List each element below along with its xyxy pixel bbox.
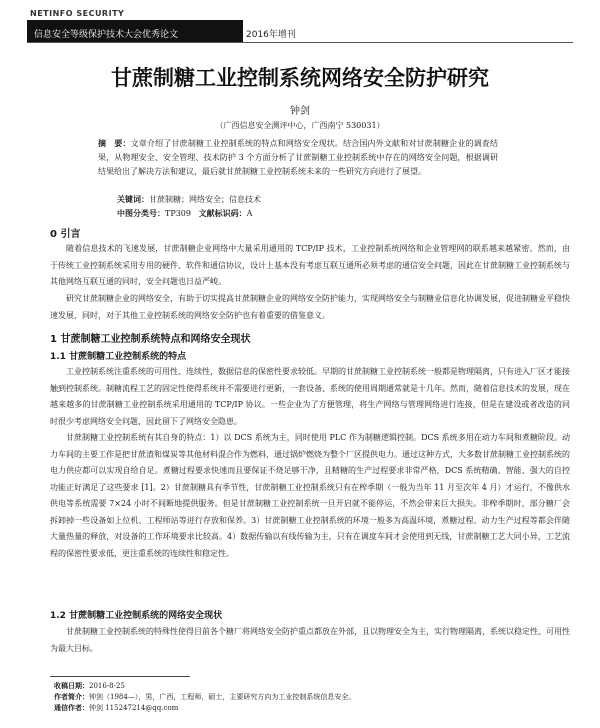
received-label: 收稿日期： bbox=[54, 682, 89, 690]
abstract-label: 摘 要： bbox=[98, 139, 131, 148]
journal-logo: NETINFO SECURITY bbox=[30, 9, 125, 18]
footnote bbox=[54, 681, 355, 714]
abstract bbox=[98, 137, 498, 179]
paper-author: 钟剑 bbox=[290, 106, 310, 117]
section-heading-intro: 0 引言 bbox=[50, 229, 81, 240]
journal-issue: 2016年增刊 bbox=[246, 30, 296, 40]
footnote-divider bbox=[50, 676, 190, 677]
intro-paragraph-2: 研究甘蔗制糖企业的网络安全，有助于切实提高甘蔗制糖企业的网络安全防护能力，实现网络安全与制糖业信息化协调发展，促进制糖业平稳快速发展，同时，对于其他工业控制系统的网络安全防护也有着重要的借鉴意义。 bbox=[50, 294, 570, 320]
keywords bbox=[117, 194, 261, 205]
section-heading-1-1: 1.1 甘蔗制糖工业控制系统的特点 bbox=[50, 352, 187, 362]
section-1-2-paragraph-1: 甘蔗制糖工业控制系统的特殊性使得目前各个糖厂将网络安全防护重点都放在外部，且以物理安全为主，实行物理隔离，系统以稳定性、可用性为最大目标。 bbox=[50, 627, 570, 653]
keywords-text: 甘蔗制糖；网络安全；信息技术 bbox=[149, 195, 261, 204]
author-bio: 钟剑（1984—），男，广西，工程师，硕士，主要研究方向为工业控制系统信息安全。 bbox=[89, 693, 356, 701]
header-divider bbox=[27, 42, 573, 43]
section-heading-1-2: 1.2 甘蔗制糖工业控制系统的网络安全现状 bbox=[50, 611, 223, 621]
keywords-label: 关键词： bbox=[117, 195, 149, 204]
doc-code-value: A bbox=[246, 209, 253, 218]
author-bio-label: 作者简介： bbox=[54, 693, 89, 701]
clc-label: 中图分类号： bbox=[117, 209, 165, 218]
contact-info: 钟剑 115247214@qq.com bbox=[89, 704, 179, 712]
section-1-1-paragraph-2: 甘蔗制糖工业控制系统有其自身的特点：1）以 DCS 系统为主，同时使用 PLC 作为制糖逻辑控制。DCS 系统多用在动力车间和煮糖阶段。动力车间的主要工作是把甘蔗渣和煤炭等其他材料混合作为燃料，通过锅炉燃烧为整个厂区提供电力。通过这种方式，大多数甘蔗制糖工业控制系统的电力供应都可以实现自给自足。煮糖过程要求快速而且要保证不烧足够干净，且精糖的生产过程要求非常严格，DCS 系统精确、智能、强大的自控功能正好满足了这些要求 [1]。2）甘蔗制糖具有季节性，甘蔗制糖工业控制系统只有在榨季期（一般为当年 11 月至次年 4 月）才运行，不像供水供电等系统需要 7×24 小时不间断地提供服务。但是甘蔗制糖工业控制系统一旦开启就不能停运，不然会带来巨大损失。非榨季期时，部分糖厂会拆卸掉一些设备如上位机、工程师站等进行存放和保养。3）甘蔗制糖工业控制系统的环境一般多为高温环境，煮糖过程、动力生产过程等都会伴随大量热量的释放，对设备的工作环境要求比较高。4）数据传输以有线传输为主，只有在调度车间才会使用到无线，甘蔗制糖工艺大同小异，工艺流程的保密性要求低，更注重系统的连续性和稳定性。 bbox=[50, 433, 570, 558]
contact-label: 通信作者： bbox=[54, 704, 89, 712]
clc-value: TP309 bbox=[165, 209, 191, 218]
section-heading-1: 1 甘蔗制糖工业控制系统特点和网络安全现状 bbox=[50, 334, 251, 345]
intro-paragraph-1: 随着信息技术的飞速发展，甘蔗制糖企业网络中大量采用通用的 TCP/IP 技术，工业控制系统网络和企业管理网的联系越来越紧密。然而，由于传统工业控制系统采用专用的硬件、软件和通信协议，设计上基本没有考虑互联互通所必须考虑的通信安全问题，因此在甘蔗制糖工业控制系统与其他网络互联互通的同时，安全问题也日益严峻。 bbox=[50, 244, 570, 286]
paper-title: 甘蔗制糖工业控制系统网络安全防护研究 bbox=[111, 66, 489, 90]
abstract-text: 文章介绍了甘蔗制糖工业控制系统的特点和网络安全现状。结合国内外文献和对甘蔗制糖企业的调查结果，从物理安全、安全管理、技术防护 3 个方面分析了甘蔗制糖工业控制系统中存在的网络安全问题，根据调研结果给出了解决方法和建议，最后就甘蔗制糖工业控制系统未来的一些研究方向进行了展望。 bbox=[98, 139, 499, 176]
received-date: 2016-8-25 bbox=[89, 682, 125, 690]
classification bbox=[117, 208, 252, 219]
doc-code-label: 文献标识码： bbox=[198, 209, 247, 218]
section-1-1-paragraph-1: 工业控制系统注重系统的可用性、连续性，数据信息的保密性要求较低。早期的甘蔗制糖工业控制系统一般都是物理隔离，只有进入厂区才能接触到控制系统。制糖流程工艺的固定性使得系统并不需要进行更新，一套设备、系统的使用周期通常就是十几年。然而，随着信息技术的发展，现在越来越多的甘蔗制糖工业控制系统采用通用的 TCP/IP 协议。一些企业为了方便管理，将生产网络与管理网络进行连接，但是在建设或者改造的同时很少考虑网络安全问题，因此留下了网络安全隐患。 bbox=[50, 367, 570, 426]
author-affiliation: （广西信息安全测评中心，广西南宁 530031） bbox=[215, 121, 385, 130]
journal-name: 信息安全等级保护技术大会优秀论文 bbox=[34, 30, 179, 40]
